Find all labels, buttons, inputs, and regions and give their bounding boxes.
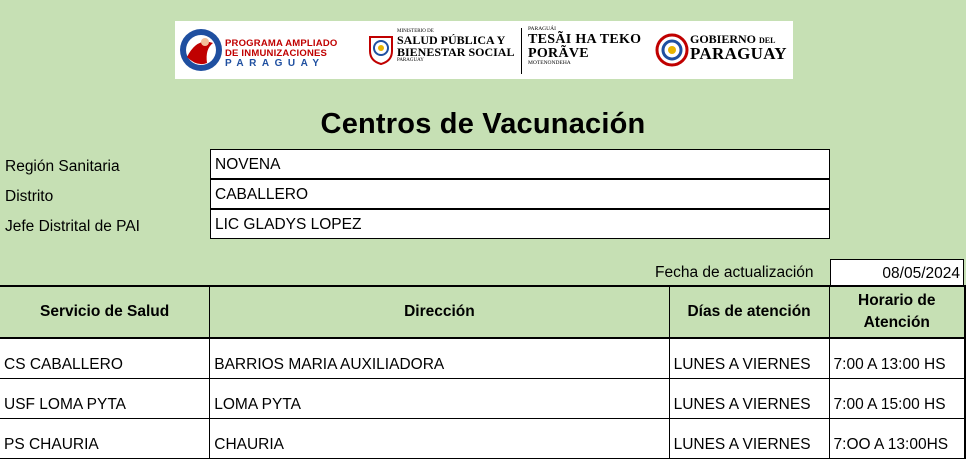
fecha-value: 08/05/2024: [830, 259, 964, 286]
cell-direccion: BARRIOS MARIA AUXILIADORA: [210, 338, 669, 378]
tesai-small: PARAGUÁI: [528, 26, 556, 32]
region-value: NOVENA: [210, 149, 830, 179]
cell-dias: LUNES A VIERNES: [669, 418, 829, 458]
cell-dias: LUNES A VIERNES: [669, 338, 829, 378]
header-direccion: Dirección: [210, 286, 669, 338]
gobierno-logo-text: [690, 33, 787, 62]
pai-line1: PROGRAMA AMPLIADO: [225, 38, 338, 49]
table-row: [0, 378, 965, 418]
page-title: Centros de Vacunación: [320, 108, 646, 140]
cell-direccion: CHAURIA: [210, 418, 669, 458]
cell-horario: 7:00 A 13:00 HS: [829, 338, 965, 378]
fecha-label: Fecha de actualización: [655, 264, 814, 281]
cell-dias: LUNES A VIERNES: [669, 378, 829, 418]
logo-banner: [175, 21, 793, 79]
tesai-line1: TESÃI HA TEKO: [528, 31, 642, 47]
table-row: [0, 418, 965, 458]
table-row: [0, 338, 965, 378]
msp-line2: BIENESTAR SOCIAL: [397, 45, 515, 59]
tesai-line2: PORÃVE: [528, 45, 589, 61]
cell-horario: 7:00 A 15:00 HS: [829, 378, 965, 418]
pai-line2: DE INMUNIZACIONES: [225, 47, 328, 59]
cell-servicio: PS CHAURIA: [0, 418, 210, 458]
msp-line1: SALUD PÚBLICA Y: [397, 33, 506, 47]
msp-bottom: PARAGUAY: [397, 58, 424, 63]
gobierno-seal-icon: [655, 33, 689, 67]
pai-logo-icon: [179, 27, 223, 73]
msp-small: MINISTERIO DE: [397, 29, 434, 34]
gobierno-line1: GOBIERNO: [690, 32, 757, 46]
cell-direccion: LOMA PYTA: [210, 378, 669, 418]
cell-servicio: CS CABALLERO: [0, 338, 210, 378]
header-dias: Días de atención: [669, 286, 829, 338]
gobierno-line2: PARAGUAY: [690, 44, 787, 63]
cell-horario: 7:OO A 13:00HS: [829, 418, 965, 458]
jefe-value: LIC GLADYS LOPEZ: [210, 209, 830, 239]
header-servicio: Servicio de Salud: [0, 286, 210, 338]
gobierno-del: DEL: [759, 36, 776, 45]
table-header-row: [0, 286, 965, 338]
centros-table: [0, 285, 966, 459]
region-label: Región Sanitaria: [5, 158, 120, 175]
pai-line3: PARAGUAY: [225, 58, 325, 69]
cell-servicio: USF LOMA PYTA: [0, 378, 210, 418]
pai-logo-text: [225, 39, 337, 69]
distrito-value: CABALLERO: [210, 179, 830, 209]
jefe-label: Jefe Distrital de PAI: [5, 218, 140, 235]
msp-logo-text: [397, 29, 514, 63]
banner-separator: [521, 28, 522, 74]
distrito-label: Distrito: [5, 188, 54, 205]
header-horario: Horario de Atención: [829, 286, 965, 338]
tesai-logo-text: [528, 27, 641, 66]
msp-seal-icon: [368, 35, 394, 65]
tesai-bottom: MOTENONDEHA: [528, 59, 571, 66]
